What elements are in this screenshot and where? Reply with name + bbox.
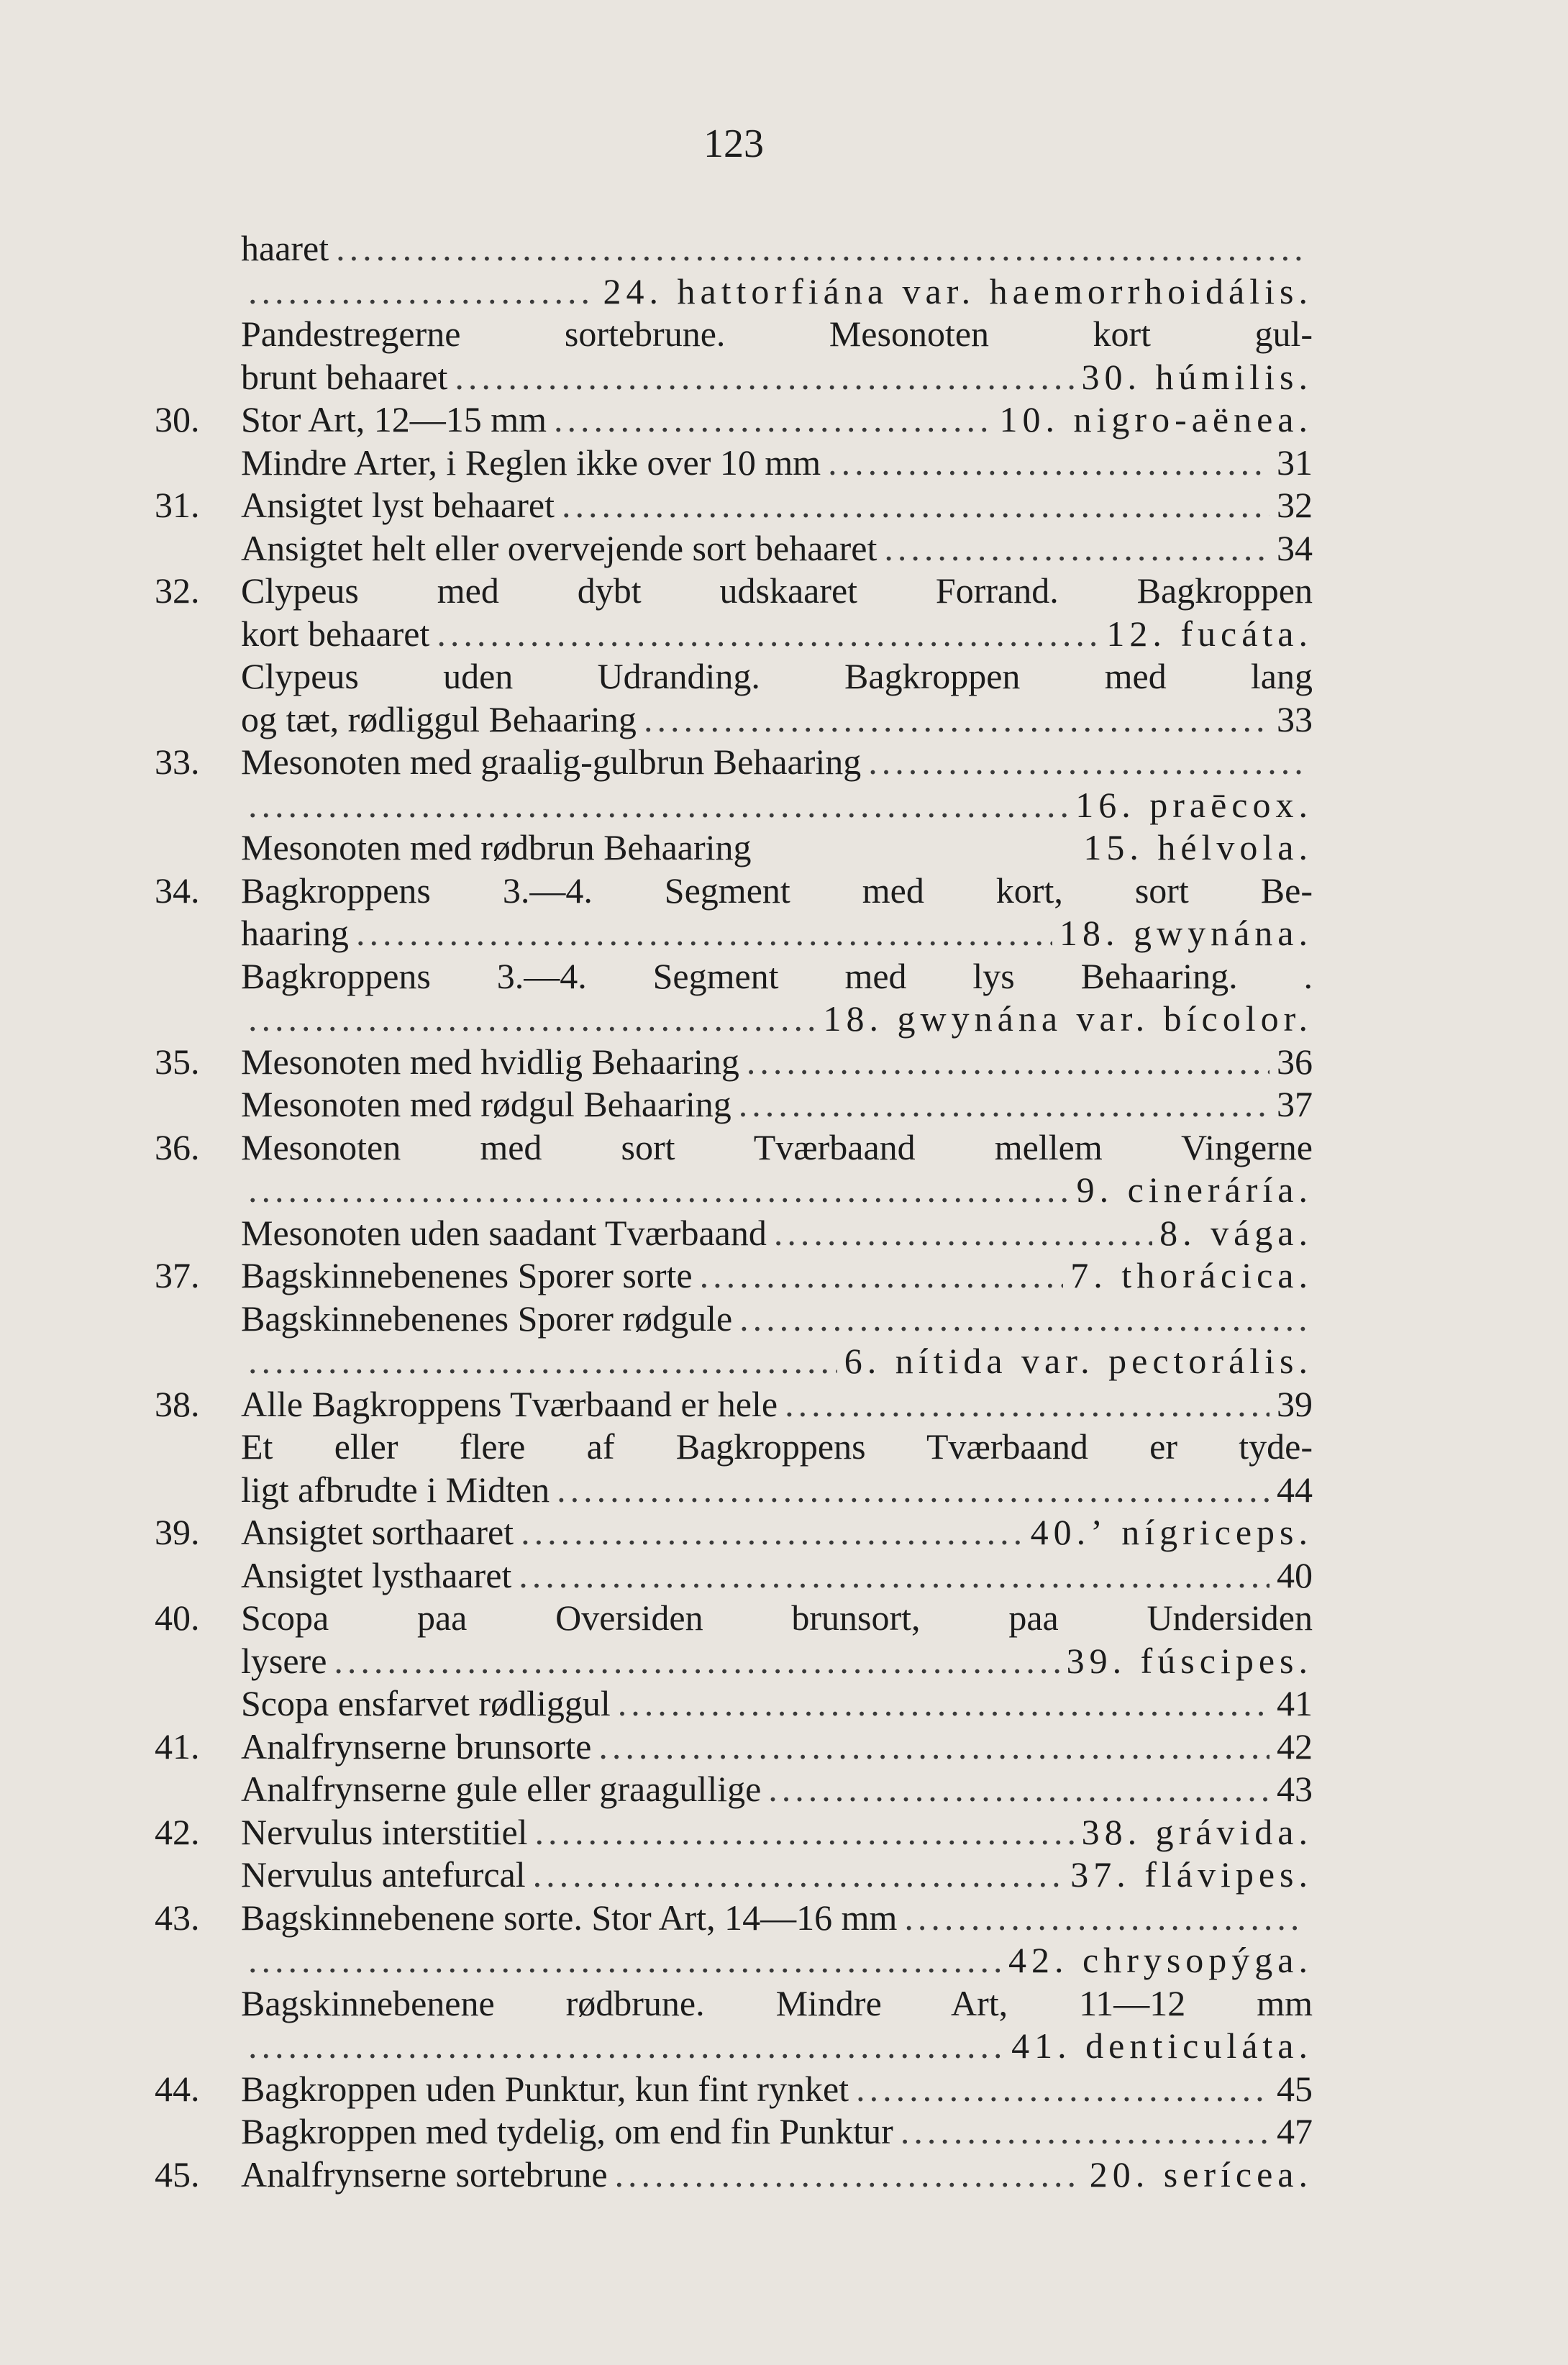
couplet-reference: 42 [1277, 1726, 1313, 1767]
key-text: Mesonoten med graalig-gulbrun Behaaring [241, 742, 862, 782]
key-line [155, 1469, 1313, 1512]
key-text: Et eller flere af Bagkroppens Tværbaand er tyde- [241, 1426, 1313, 1467]
leader-dots [700, 1254, 1064, 1296]
leader-dots [644, 698, 1270, 740]
key-text: Ansigtet sorthaaret [241, 1512, 514, 1552]
couplet-reference: 45 [1277, 2068, 1313, 2109]
couplet-reference: 41 [1277, 1683, 1313, 1723]
key-text: Scopa paa Oversiden brunsort, paa Undersiden [241, 1598, 1313, 1638]
leader-dots [519, 1554, 1270, 1596]
leader-dots [618, 1682, 1270, 1724]
key-text: Bagkroppens 3.—4. Segment med kort, sort Be- [241, 870, 1313, 911]
key-line [155, 1126, 1313, 1170]
key-line [155, 1254, 1313, 1298]
key-text: Bagkroppens 3.—4. Segment med lys Behaaring. . [241, 955, 1313, 996]
leader-dots [785, 1383, 1270, 1425]
key-text: Ansigtet lysthaaret [241, 1554, 512, 1595]
key-text: Nervulus antefurcal [241, 1854, 526, 1895]
key-line [155, 398, 1313, 442]
couplet-number: 37. [155, 1255, 200, 1295]
key-line [155, 655, 1313, 698]
key-line [155, 912, 1313, 955]
key-text: haaret [241, 228, 329, 268]
key-line [155, 1811, 1313, 1854]
couplet-number: 30. [155, 399, 200, 439]
key-text: kort behaaret [241, 613, 430, 654]
key-text: Bagskinnebenenes Sporer rødgule [241, 1298, 733, 1339]
key-text: Clypeus med dybt udskaaret Forrand. Bagkroppen [241, 570, 1313, 611]
couplet-number: 43. [155, 1897, 200, 1938]
key-line [155, 1511, 1313, 1554]
leader-dots [774, 1212, 1152, 1254]
key-text: Pandestregerne sortebrune. Mesonoten kort gul- [241, 314, 1313, 354]
key-line [155, 1298, 1313, 1341]
key-text: Bagkroppen med tydelig, om end fin Punktur [241, 2111, 893, 2151]
couplet-reference: 32 [1277, 485, 1313, 525]
leader-dots [248, 1939, 1001, 1981]
couplet-reference: 36 [1277, 1041, 1313, 1082]
couplet-number: 42. [155, 1811, 200, 1852]
species-name: 24. hattorfiána var. haemorrhoidális. [603, 270, 1313, 311]
key-text: Bagkroppen uden Punktur, kun fint rynket [241, 2068, 849, 2109]
key-text: Mindre Arter, i Reglen ikke over 10 mm [241, 442, 821, 483]
leader-dots [768, 1768, 1270, 1810]
key-line [155, 356, 1313, 399]
couplet-number: 31. [155, 485, 200, 525]
key-line [155, 1939, 1313, 1982]
leader-dots [739, 1298, 1305, 1339]
leader-dots [828, 442, 1270, 483]
key-line [155, 1682, 1313, 1726]
key-line [155, 1169, 1313, 1212]
key-text: lysere [241, 1640, 327, 1681]
leader-dots [248, 1340, 837, 1382]
key-line [155, 741, 1313, 784]
key-text: Mesonoten uden saadant Tværbaand [241, 1212, 767, 1253]
species-name: 18. gwynána var. bícolor. [823, 998, 1313, 1039]
couplet-reference: 40 [1277, 1554, 1313, 1595]
couplet-reference: 34 [1277, 527, 1313, 568]
leader-dots [615, 2154, 1082, 2195]
identification-key [155, 227, 1313, 2196]
key-text: brunt behaaret [241, 356, 448, 397]
key-line [155, 1726, 1313, 1769]
key-line [155, 313, 1313, 356]
couplet-number: 45. [155, 2154, 200, 2195]
key-line [155, 1212, 1313, 1255]
couplet-reference: 37 [1277, 1084, 1313, 1124]
key-line [155, 1768, 1313, 1811]
couplet-number: 35. [155, 1041, 200, 1082]
couplet-number: 40. [155, 1598, 200, 1638]
key-line [155, 870, 1313, 913]
leader-dots [554, 398, 993, 440]
species-name: 8. vága. [1159, 1212, 1313, 1253]
leader-dots [884, 527, 1270, 569]
species-name: 37. flávipes. [1070, 1854, 1313, 1895]
leader-dots [868, 741, 1305, 783]
couplet-reference: 47 [1277, 2111, 1313, 2151]
couplet-number: 33. [155, 742, 200, 782]
leader-dots [535, 1811, 1075, 1853]
leader-dots [747, 1041, 1270, 1083]
key-line [155, 2025, 1313, 2068]
leader-dots [334, 1640, 1059, 1682]
couplet-reference: 39 [1277, 1383, 1313, 1424]
couplet-number: 41. [155, 1726, 200, 1767]
key-text: Stor Art, 12—15 mm [241, 399, 547, 439]
key-text: Clypeus uden Udranding. Bagkroppen med lang [241, 656, 1313, 696]
leader-dots [248, 998, 816, 1039]
key-text: Analfrynserne brunsorte [241, 1726, 592, 1767]
leader-dots [739, 1083, 1270, 1125]
key-line [155, 442, 1313, 485]
couplet-number: 44. [155, 2068, 200, 2109]
key-line [155, 484, 1313, 527]
key-line [155, 1083, 1313, 1126]
key-line [155, 698, 1313, 742]
key-line [155, 1640, 1313, 1683]
species-name: 30. húmilis. [1081, 356, 1313, 397]
species-name: 40.ʼ nígriceps. [1030, 1512, 1313, 1552]
key-text: Mesonoten med sort Tværbaand mellem Vingerne [241, 1126, 1313, 1167]
couplet-number: 39. [155, 1512, 200, 1552]
key-text: haaring [241, 913, 349, 953]
key-text: Analfrynserne gule eller graagullige [241, 1769, 762, 1809]
key-line [155, 955, 1313, 998]
leader-dots [856, 2068, 1270, 2110]
key-text: Mesonoten med rødgul Behaaring [241, 1084, 731, 1124]
species-name: 7. thorácica. [1070, 1255, 1313, 1295]
leader-dots [901, 2110, 1270, 2152]
key-line [155, 784, 1313, 827]
leader-dots [562, 484, 1270, 526]
leader-dots [533, 1854, 1064, 1895]
key-line [155, 1383, 1313, 1426]
key-line [155, 2110, 1313, 2154]
species-name: 10. nigro-aënea. [999, 399, 1313, 439]
leader-dots [248, 784, 1068, 826]
key-text: Mesonoten med hvidlig Behaaring [241, 1041, 739, 1082]
leader-dots [455, 356, 1074, 398]
leader-dots [248, 2025, 1004, 2066]
species-name: 39. fúscipes. [1066, 1640, 1313, 1681]
species-name: 15. hélvola. [1083, 827, 1313, 867]
leader-dots [437, 613, 1099, 655]
key-text: Bagskinnebenene sorte. Stor Art, 14—16 mm [241, 1897, 898, 1938]
species-name: 20. serícea. [1089, 2154, 1313, 2195]
leader-dots [521, 1511, 1024, 1553]
leader-dots [248, 270, 596, 312]
leader-dots [248, 1169, 1070, 1211]
key-text: Alle Bagkroppens Tværbaand er hele [241, 1383, 778, 1424]
key-line [155, 570, 1313, 613]
couplet-number: 36. [155, 1126, 200, 1167]
key-line [155, 270, 1313, 314]
species-name: 42. chrysopýga. [1008, 1940, 1313, 1980]
key-text: Bagskinnebenenes Sporer sorte [241, 1255, 693, 1295]
leader-dots [356, 912, 1052, 954]
key-text: ligt afbrudte i Midten [241, 1469, 550, 1510]
couplet-reference: 31 [1277, 442, 1313, 483]
leader-dots [557, 1469, 1270, 1510]
couplet-number: 38. [155, 1383, 200, 1424]
species-name: 18. gwynána. [1059, 913, 1313, 953]
key-text: Ansigtet lyst behaaret [241, 485, 555, 525]
key-line [155, 1426, 1313, 1469]
key-line [155, 1340, 1313, 1383]
species-name: 12. fucáta. [1106, 613, 1313, 654]
species-name: 38. grávida. [1081, 1811, 1313, 1852]
key-line [155, 527, 1313, 570]
species-name: 41. denticuláta. [1011, 2025, 1313, 2066]
key-text: Bagskinnebenene rødbrune. Mindre Art, 11—12 mm [241, 1982, 1313, 2023]
key-text: og tæt, rødliggul Behaaring [241, 698, 637, 739]
key-text: Nervulus interstitiel [241, 1811, 528, 1852]
couplet-reference: 43 [1277, 1769, 1313, 1809]
key-line [155, 227, 1313, 270]
couplet-reference: 44 [1277, 1469, 1313, 1510]
species-name: 9. cineráría. [1076, 1170, 1313, 1210]
key-line [155, 1041, 1313, 1084]
key-line [155, 613, 1313, 656]
key-text: Analfrynserne sortebrune [241, 2154, 608, 2195]
key-text: Scopa ensfarvet rødliggul [241, 1683, 611, 1723]
couplet-number: 32. [155, 570, 200, 611]
key-text: Mesonoten med rødbrun Behaaring [241, 827, 752, 867]
key-line [155, 1897, 1313, 1940]
leader-dots [904, 1897, 1305, 1938]
page-number: 123 [703, 122, 764, 166]
key-line [155, 1554, 1313, 1598]
key-line [155, 2154, 1313, 2197]
key-line [155, 998, 1313, 1041]
leader-dots [598, 1726, 1270, 1767]
species-name: 16. praēcox. [1075, 784, 1313, 825]
couplet-reference: 33 [1277, 698, 1313, 739]
key-line [155, 1597, 1313, 1640]
key-text: Ansigtet helt eller overvejende sort behaaret [241, 527, 878, 568]
couplet-number: 34. [155, 870, 200, 911]
species-name: 6. nítida var. pectorális. [844, 1341, 1313, 1381]
key-line [155, 1982, 1313, 2025]
leader-dots [336, 227, 1305, 269]
key-line [155, 826, 1313, 870]
key-line [155, 1854, 1313, 1897]
key-line [155, 2068, 1313, 2111]
